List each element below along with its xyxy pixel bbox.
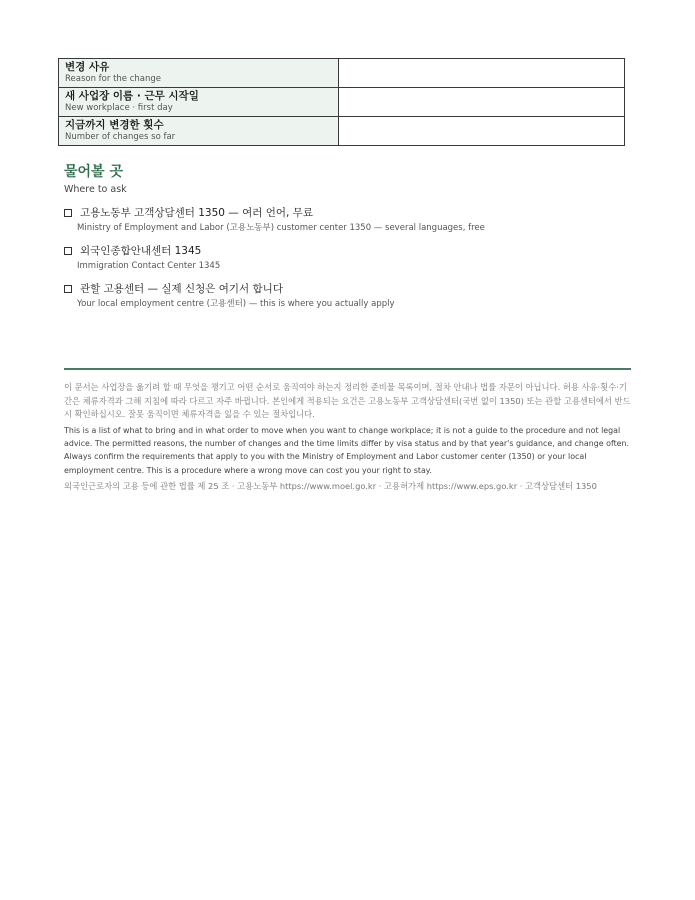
form-label-cell bbox=[59, 88, 339, 117]
form-label-en: Reason for the change bbox=[65, 74, 162, 84]
form-row-change-count bbox=[59, 117, 625, 146]
where-to-ask-title: 물어볼 곳 bbox=[64, 164, 123, 180]
contact-en: Immigration Contact Center 1345 bbox=[77, 261, 221, 271]
form-row-reason bbox=[59, 59, 625, 88]
contact-en: Your local employment centre (고용센터) — this is where you actually apply bbox=[77, 299, 395, 309]
contact-item-immigration bbox=[64, 244, 220, 272]
contact-en: Ministry of Employment and Labor (고용노동부) customer center 1350 — several languages, free bbox=[77, 223, 485, 233]
change-details-form bbox=[58, 58, 625, 146]
form-row-new-workplace bbox=[59, 88, 625, 117]
form-label-en: New workplace · first day bbox=[65, 103, 173, 113]
contact-item-moel bbox=[64, 206, 485, 234]
checkbox[interactable] bbox=[64, 285, 72, 293]
checkbox[interactable] bbox=[64, 209, 72, 217]
contact-ko: 고용노동부 고객상담센터 1350 — 여러 언어, 무료 bbox=[80, 207, 314, 219]
disclaimer-ko: 이 문서는 사업장을 옮기려 할 때 무엇을 챙기고 어떤 순서로 움직여야 하는지 정리한 준비물 목록이며, 절차 안내나 법률 자문이 아닙니다. 허용 사유·횟수·기간은 체류자격과 그해 지침에 따라 다르고 자주 바뀝니다. 본인에게 적용되는 요건은 고용노동부 고객상담센터(국번 없이 1350) 또는 관할 고용센터에서 반드시 확인하십시오. 잘못 움직이면 체류자격을 잃을 수 있는 절차입니다. bbox=[64, 382, 631, 419]
form-label-cell bbox=[59, 117, 339, 146]
footer-divider bbox=[64, 368, 631, 370]
form-label-en: Number of changes so far bbox=[65, 132, 176, 142]
contact-ko: 외국인종합안내센터 1345 bbox=[80, 245, 202, 257]
legal-sources: 외국인근로자의 고용 등에 관한 법률 제 25 조 · 고용노동부 https://www.moel.go.kr · 고용허가제 https://www.eps.go.kr · 고객상담센터 1350 bbox=[64, 481, 597, 491]
form-label-ko: 지금까지 변경한 횟수 bbox=[65, 119, 164, 131]
contact-ko: 관할 고용센터 — 실제 신청은 여기서 합니다 bbox=[80, 283, 283, 295]
form-label-ko: 새 사업장 이름 · 근무 시작일 bbox=[65, 90, 199, 102]
reason-field[interactable] bbox=[339, 59, 625, 88]
form-label-cell bbox=[59, 59, 339, 88]
form-label-ko: 변경 사유 bbox=[65, 61, 110, 73]
new-workplace-field[interactable] bbox=[339, 88, 625, 117]
checkbox[interactable] bbox=[64, 247, 72, 255]
contact-item-employment-centre bbox=[64, 282, 395, 310]
where-to-ask-subtitle: Where to ask bbox=[64, 184, 127, 195]
disclaimer-en: This is a list of what to bring and in what order to move when you want to change workplace; it is not a guide to the procedure and not legal advice. The permitted reasons, the number of changes and the time limits differ by visa status and by that year's guidance, and change often. Always confirm the requirements that apply to you with the Ministry of Employment and Labor customer center (1350) or your local employment centre. This is a procedure where a wrong move can cost you your right to stay. bbox=[64, 426, 630, 475]
change-count-field[interactable] bbox=[339, 117, 625, 146]
